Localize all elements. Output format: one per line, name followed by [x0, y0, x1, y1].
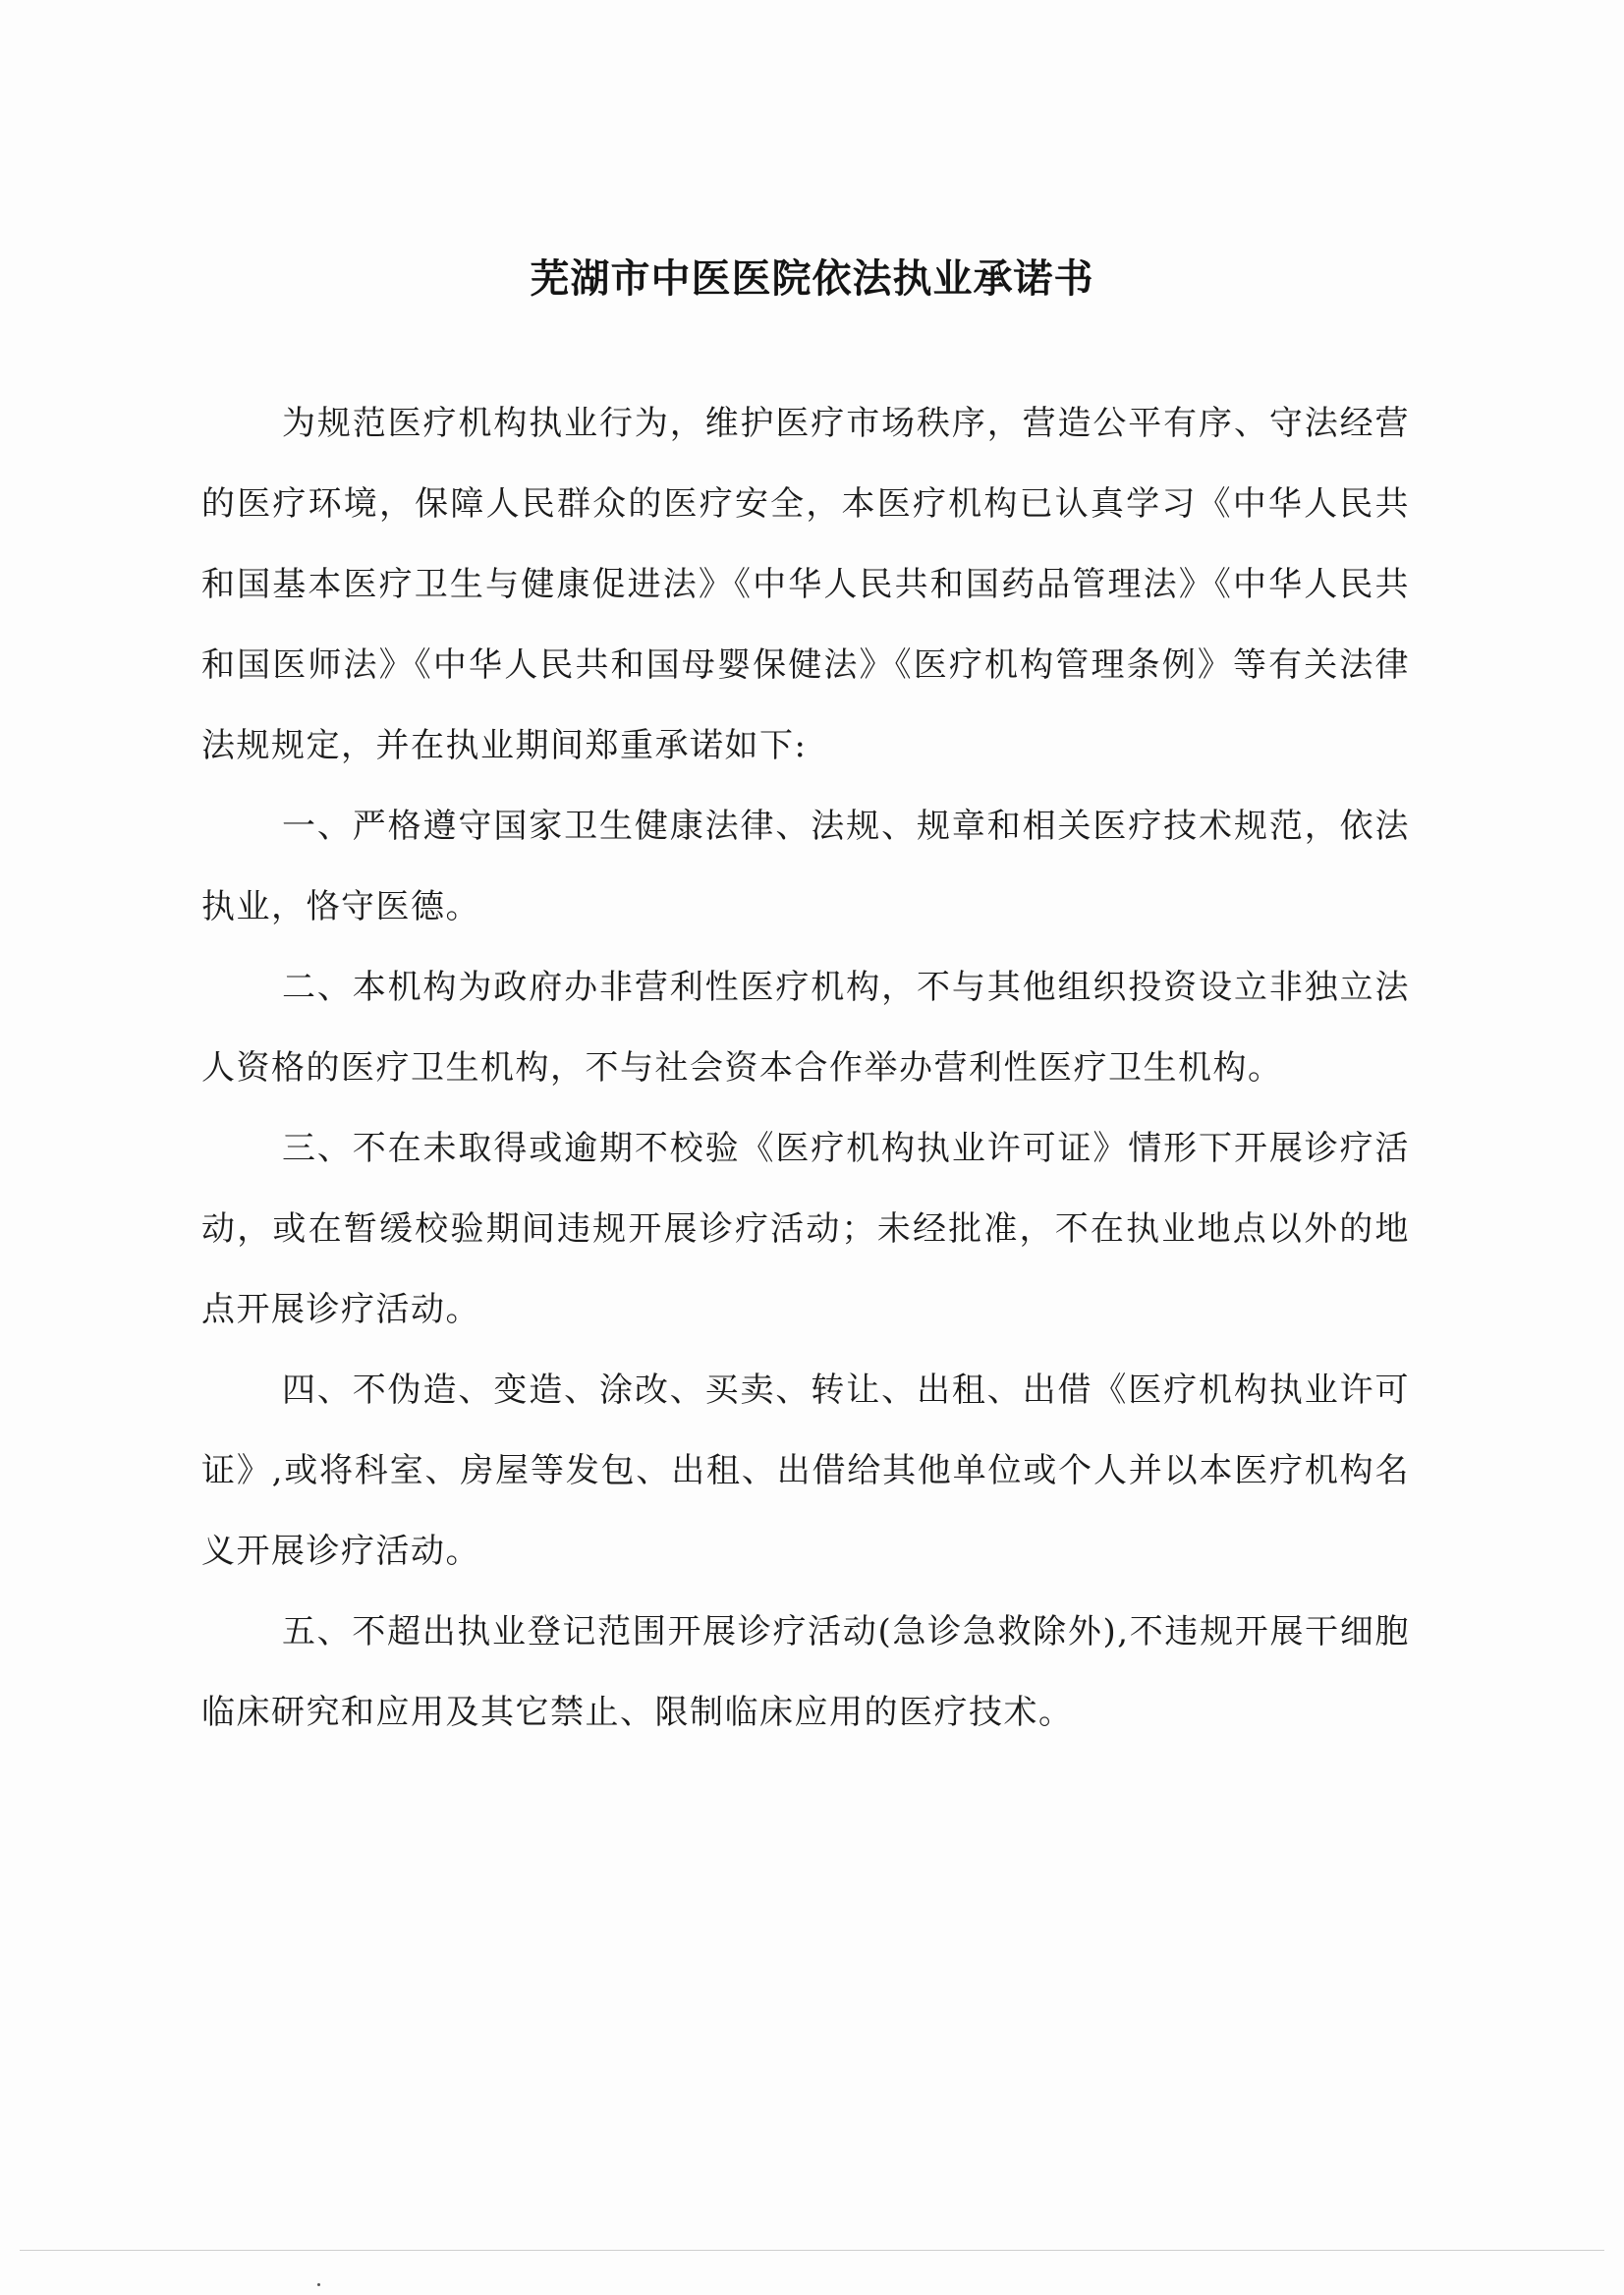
- commitment-3: 三、不在未取得或逾期不校验《医疗机构执业许可证》情形下开展诊疗活动，或在暂缓校验期间违规开展诊疗活动；未经批准，不在执业地点以外的地点开展诊疗活动。: [201, 1129, 1410, 1329]
- commitment-2: 二、本机构为政府办非营利性医疗机构，不与其他组织投资设立非独立法人资格的医疗卫生机构，不与社会资本合作举办营利性医疗卫生机构。: [201, 968, 1410, 1088]
- document-title: 芜湖市中医医院依法执业承诺书: [530, 255, 1094, 302]
- scan-artifact-dot: [317, 2283, 320, 2286]
- document-body: [201, 383, 1410, 1753]
- commitment-4: 四、不伪造、变造、涂改、买卖、转让、出租、出借《医疗机构执业许可证》,或将科室、房屋等发包、出租、出借给其他单位或个人并以本医疗机构名义开展诊疗活动。: [201, 1371, 1410, 1571]
- commitment-5: 五、不超出执业登记范围开展诊疗活动(急诊急救除外),不违规开展干细胞临床研究和应用及其它禁止、限制临床应用的医疗技术。: [201, 1612, 1410, 1732]
- intro-paragraph: 为规范医疗机构执业行为，维护医疗市场秩序，营造公平有序、守法经营的医疗环境，保障人民群众的医疗安全，本医疗机构已认真学习《中华人民共和国基本医疗卫生与健康促进法》《中华人民共和国药品管理法》《中华人民共和国医师法》《中华人民共和国母婴保健法》《医疗机构管理条例》等有关法律法规规定，并在执业期间郑重承诺如下:: [201, 404, 1410, 765]
- bottom-divider: [20, 2250, 1604, 2251]
- commitment-1: 一、严格遵守国家卫生健康法律、法规、规章和相关医疗技术规范，依法执业，恪守医德。: [201, 807, 1410, 926]
